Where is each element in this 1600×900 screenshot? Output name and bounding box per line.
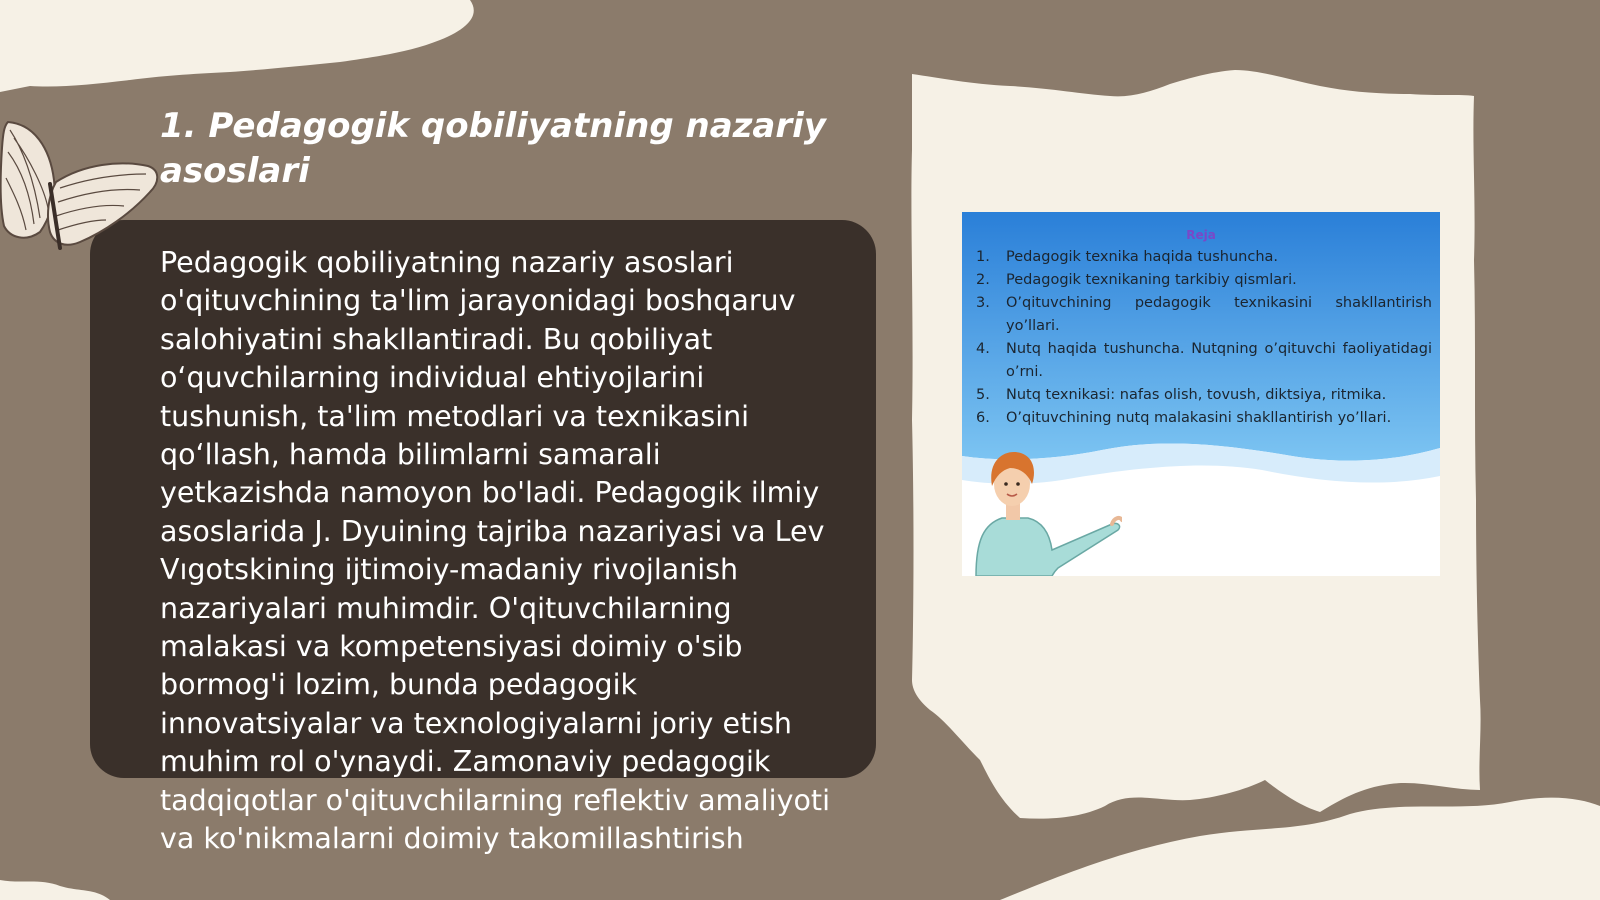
list-item	[976, 292, 1432, 338]
list-item	[976, 384, 1432, 407]
list-item	[976, 269, 1432, 292]
list-item-text: O’qituvchining pedagogik texnikasini shakllantirish yo’llari.	[1006, 295, 1432, 334]
list-item-text: Pedagogik texnika haqida tushuncha.	[1006, 249, 1279, 265]
lesson-plan-heading: Reja	[1186, 228, 1216, 242]
list-item	[976, 246, 1432, 269]
slide-body-text: Pedagogik qobiliyatning nazariy asoslari o'qituvchining ta'lim jarayonidagi boshqaruv salohiyatini shakllantiradi. Bu qobiliyat oʻquvchilarning individual ehtiyojlarini tushunish, ta'lim metodlari va texnikasini qo‘llash, hamda bilimlarni samarali yetkazishda namoyon bo'ladi. Pedagogik ilmiy asoslarida J. Dyuining tajriba nazariyasi va Lev Vıgotskining ijtimoiy-madaniy rivojlanish nazariyalari muhimdir. O'qituvchilarning malakasi va kompetensiyasi doimiy o'sib bormog'i lozim, bunda pedagogik innovatsiyalar va texnologiyalarni joriy etish muhim rol o'ynaydi. Zamonaviy pedagogik tadqiqotlar o'qituvchilarning reflektiv amaliyoti va ko'nikmalarni doimiy takomillashtirish	[160, 246, 830, 856]
list-item-text: O’qituvchining nutq malakasini shakllantirish yo’llari.	[1006, 410, 1392, 426]
list-item-number: 5.	[976, 387, 990, 403]
slide-title: 1. Pedagogik qobiliyatning nazariy asoslari	[160, 106, 826, 191]
list-item-text: Nutq texnikasi: nafas olish, tovush, diktsiya, ritmika.	[1006, 387, 1387, 403]
list-item	[976, 407, 1432, 430]
lesson-plan-list	[976, 246, 1432, 430]
list-item-text: Nutq haqida tushuncha. Nutqning o’qituvchi faoliyatidagi o’rni.	[1006, 341, 1432, 380]
list-item-number: 1.	[976, 249, 990, 265]
butterfly-icon	[0, 108, 170, 278]
list-item-number: 3.	[976, 295, 990, 311]
list-item-number: 2.	[976, 272, 990, 288]
list-item	[976, 338, 1432, 384]
list-item-text: Pedagogik texnikaning tarkibiy qismlari.	[1006, 272, 1297, 288]
list-item-number: 6.	[976, 410, 990, 426]
list-item-number: 4.	[976, 341, 990, 357]
teacher-icon	[962, 440, 1122, 576]
lesson-plan-image	[962, 212, 1440, 576]
